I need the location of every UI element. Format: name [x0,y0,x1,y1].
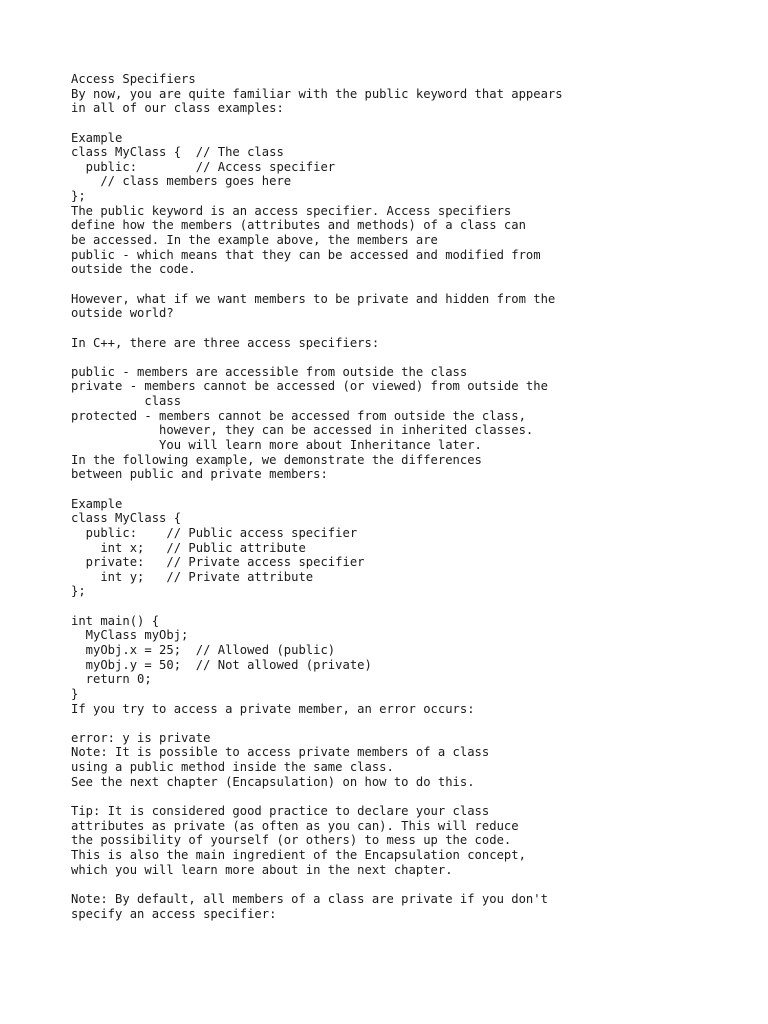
blank-line [71,789,731,804]
blank-line [71,482,731,497]
code-line: MyClass myObj; [71,628,189,643]
blank-line [71,277,731,292]
text-line: in all of our class examples: [71,101,284,116]
note-line: See the next chapter (Encapsulation) on how to do this. [71,774,475,789]
blank-line [71,116,731,131]
specifier-protected-line: however, they can be accessed in inherited classes. [71,423,534,438]
code-line: int y; // Private attribute [71,569,314,584]
code-line: myObj.x = 25; // Allowed (public) [71,642,336,657]
code-line: public: // Access specifier [71,159,336,174]
text-line: By now, you are quite familiar with the public keyword that appears [71,86,563,101]
tip-line: which you will learn more about in the next chapter. [71,862,453,877]
document-page [71,72,731,921]
code-line: }; [71,189,86,204]
text-line: If you try to access a private member, an error occurs: [71,701,475,716]
blank-line [71,716,731,731]
text-line: However, what if we want members to be private and hidden from the [71,291,556,306]
note-line: using a public method inside the same class. [71,760,394,775]
text-line: The public keyword is an access specifier. Access specifiers [71,203,512,218]
tip-line: This is also the main ingredient of the Encapsulation concept, [71,847,526,862]
tip-line: Tip: It is considered good practice to declare your class [71,804,490,819]
code-line: int main() { [71,613,160,628]
blank-line [71,599,731,614]
code-line: myObj.y = 50; // Not allowed (private) [71,657,372,672]
text-line: In C++, there are three access specifiers: [71,335,380,350]
example-heading: Example [71,130,123,145]
example-heading: Example [71,496,123,511]
specifier-private-line: private - members cannot be accessed (or viewed) from outside the [71,379,548,394]
code-line: }; [71,584,86,599]
note-line: Note: It is possible to access private members of a class [71,745,490,760]
specifier-protected-line: You will learn more about Inheritance later. [71,438,482,453]
specifier-public-line: public - members are accessible from outside the class [71,364,468,379]
code-line: // class members goes here [71,174,292,189]
blank-line [71,877,731,892]
text-line: In the following example, we demonstrate the differences [71,452,482,467]
error-message-line: error: y is private [71,730,211,745]
note-line: specify an access specifier: [71,906,277,921]
text-line: public - which means that they can be accessed and modified from [71,247,541,262]
code-line: public: // Public access specifier [71,525,358,540]
code-line: return 0; [71,672,152,687]
code-line: private: // Private access specifier [71,555,365,570]
tip-line: the possibility of yourself (or others) to mess up the code. [71,833,512,848]
tip-line: attributes as private (as often as you can). This will reduce [71,818,519,833]
blank-line [71,350,731,365]
code-line: class MyClass { // The class [71,145,284,160]
text-line: outside the code. [71,262,196,277]
text-line: outside world? [71,306,174,321]
text-line: define how the members (attributes and methods) of a class can [71,218,526,233]
specifier-private-line: class [71,394,182,409]
blank-line [71,321,731,336]
text-line: between public and private members: [71,467,328,482]
code-line: class MyClass { [71,511,182,526]
specifier-protected-line: protected - members cannot be accessed from outside the class, [71,408,526,423]
code-line: int x; // Public attribute [71,540,306,555]
code-line: } [71,686,79,701]
text-line: be accessed. In the example above, the members are [71,233,438,248]
document-title: Access Specifiers [71,72,196,86]
note-line: Note: By default, all members of a class are private if you don't [71,891,548,906]
